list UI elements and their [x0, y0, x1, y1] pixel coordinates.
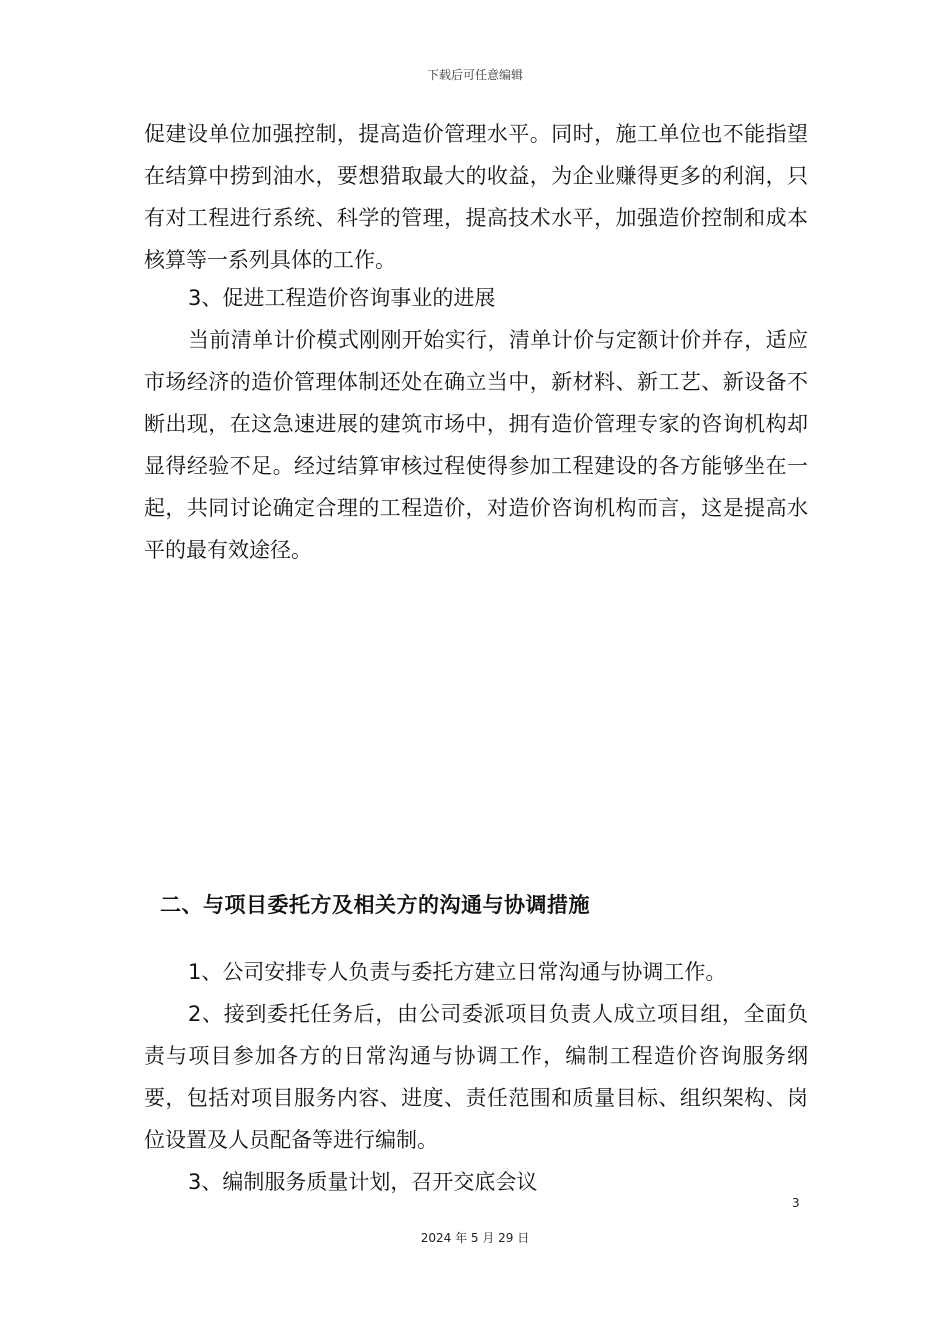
list-item: 2、接到委托任务后，由公司委派项目负责人成立项目组，全面负责与项目参加各方的日常沟通与协调工作，编制工程造价咨询服务纲要，包括对项目服务内容、进度、责任范围和质量目标、组织架构、岗位设置及人员配备等进行编制。	[144, 1002, 808, 1152]
section-3-title: 3、促进工程造价咨询事业的进展	[188, 286, 496, 310]
list-item: 1、公司安排专人负责与委托方建立日常沟通与协调工作。	[188, 960, 727, 984]
section-3-body: 当前清单计价模式刚刚开始实行，清单计价与定额计价并存，适应市场经济的造价管理体制还处在确立当中，新材料、新工艺、新设备不断出现，在这急速进展的建筑市场中，拥有造价管理专家的咨询机构却显得经验不足。经过结算审核过程使得参加工程建设的各方能够坐在一起，共同讨论确定合理的工程造价，对造价咨询机构而言，这是提高水平的最有效途径。	[144, 328, 808, 562]
continued-paragraph: 促建设单位加强控制，提高造价管理水平。同时，施工单位也不能指望在结算中捞到油水，要想猎取最大的收益，为企业赚得更多的利润，只有对工程进行系统、科学的管理，提高技术水平，加强造价控制和成本核算等一系列具体的工作。	[144, 122, 808, 272]
page-number: 3	[792, 1196, 800, 1210]
list-item: 3、编制服务质量计划，召开交底会议	[188, 1170, 538, 1194]
page-header: 下载后可任意编辑	[426, 68, 523, 82]
section-two-list	[144, 951, 808, 1203]
section-two-heading: 二、与项目委托方及相关方的沟通与协调措施	[160, 893, 590, 917]
continued-paragraph-block	[144, 113, 808, 281]
section-3-block	[144, 277, 808, 571]
page-footer-date: 2024 年 5 月 29 日	[420, 1231, 530, 1245]
